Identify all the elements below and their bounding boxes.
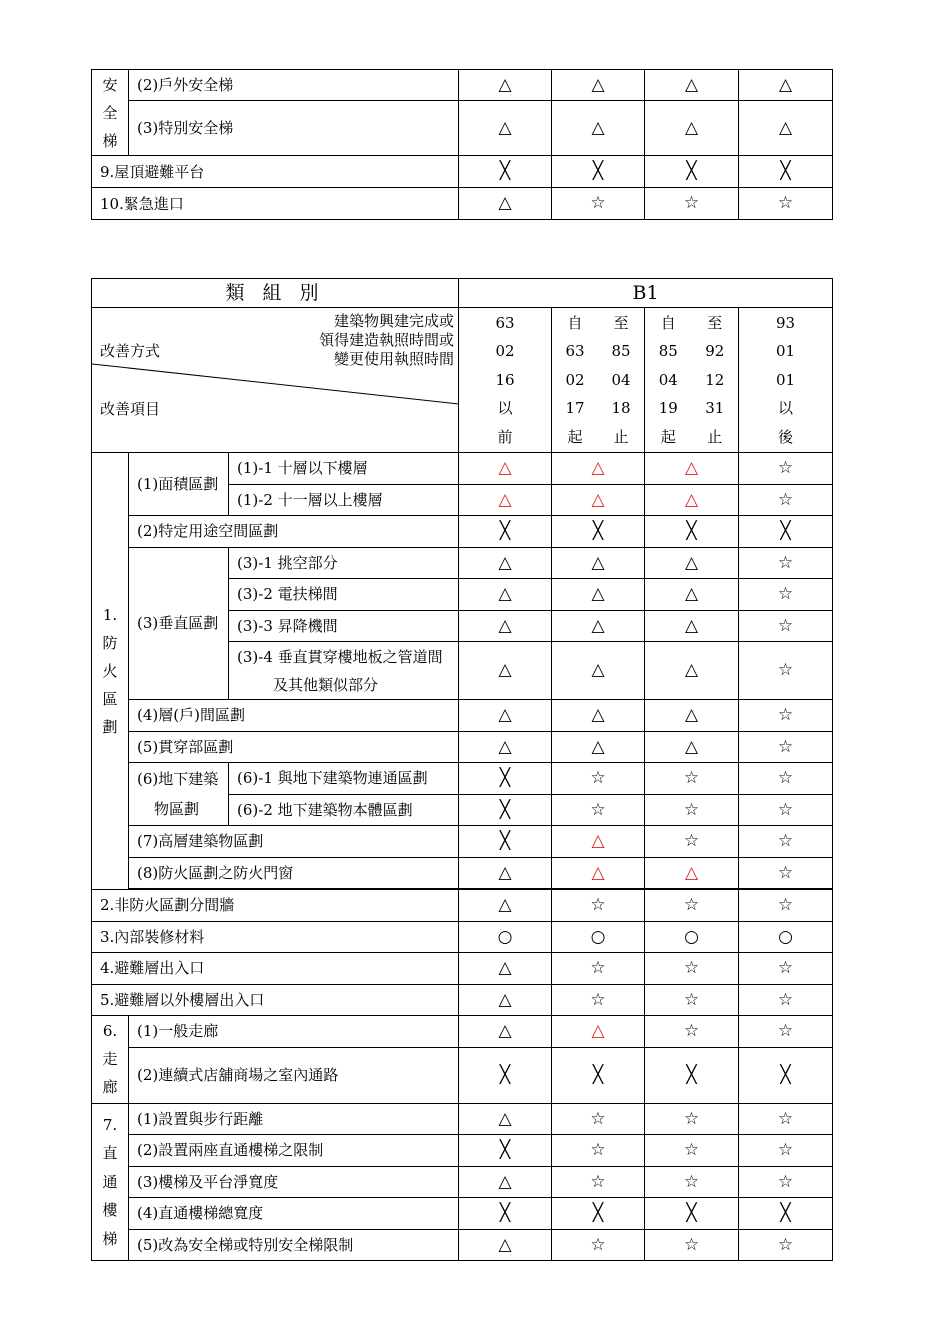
row-label [229, 642, 459, 700]
mark-cell: ☆ [552, 1103, 645, 1135]
row-label: 3.內部裝修材料 [92, 921, 459, 953]
row-label: (5)貫穿部區劃 [129, 731, 459, 763]
vertical-text: 6. 走 廊 [102, 1022, 118, 1097]
table-continuation [91, 69, 833, 220]
mark-cell: △ [459, 1103, 552, 1135]
mark-cell: △ [552, 731, 645, 763]
table-row [92, 731, 833, 763]
mark-cell: △ [552, 700, 645, 732]
mark-cell: ☆ [739, 642, 833, 700]
mark-cell: △ [645, 484, 739, 516]
date-line: 後 [778, 427, 794, 446]
mark-cell: △ [459, 984, 552, 1016]
table-row [92, 700, 833, 732]
mark-cell: ☆ [645, 826, 739, 858]
mark-cell: ╳ [552, 156, 645, 188]
row-label: (3)樓梯及平台淨寬度 [129, 1166, 459, 1198]
category-header-value: B1 [459, 279, 833, 308]
mark-cell: ╳ [459, 763, 552, 795]
mark-cell: ☆ [552, 984, 645, 1016]
mark-cell: ○ [552, 921, 645, 953]
table-row [92, 547, 833, 579]
date-part: 至 [613, 313, 629, 332]
mark-cell: ☆ [645, 890, 739, 922]
date-part: 18 [611, 399, 631, 418]
date-col-850419-921231 [645, 308, 739, 453]
date-part: 自 [567, 313, 583, 332]
mark-cell: ☆ [645, 984, 739, 1016]
mark-cell: ○ [739, 921, 833, 953]
mark-cell: △ [459, 953, 552, 985]
date-line: 93 [775, 313, 796, 332]
date-part: 19 [658, 399, 678, 418]
mark-cell: ☆ [645, 1229, 739, 1261]
mark-cell: ╳ [645, 156, 739, 188]
vertical-text: 1. 防 火 區 劃 [102, 606, 118, 736]
row-label: (3)特別安全梯 [129, 101, 459, 156]
row-label: (1)設置與步行距離 [129, 1103, 459, 1135]
date-part: 04 [611, 370, 631, 389]
mark-cell: △ [552, 642, 645, 700]
date-line: 01 [775, 342, 796, 361]
diag-time-line: 領得建造執照時間或 [319, 331, 455, 349]
mark-cell: △ [645, 731, 739, 763]
date-part: 85 [611, 342, 631, 361]
mark-cell: △ [459, 1016, 552, 1048]
table-row [92, 1229, 833, 1261]
table-row [92, 516, 833, 548]
date-line: 01 [775, 370, 796, 389]
row-label: (1)面積區劃 [129, 453, 229, 516]
diag-time-line: 變更使用執照時間 [334, 350, 455, 368]
mark-cell: ╳ [739, 516, 833, 548]
date-part: 起 [567, 427, 583, 446]
mark-cell: △ [645, 610, 739, 642]
row-label: (2)戶外安全梯 [129, 70, 459, 101]
row-label: 4.避難層出入口 [92, 953, 459, 985]
mark-cell: △ [459, 484, 552, 516]
mark-cell: △ [552, 579, 645, 611]
mark-cell: ╳ [552, 1047, 645, 1103]
mark-cell: △ [645, 453, 739, 485]
diag-time-label [319, 312, 454, 369]
row-label: (2)連續式店舖商場之室內通路 [129, 1047, 459, 1103]
mark-cell: ╳ [739, 1047, 833, 1103]
mark-cell: △ [552, 610, 645, 642]
mark-cell: △ [552, 101, 645, 156]
mark-cell: ☆ [552, 763, 645, 795]
date-part: 04 [658, 370, 678, 389]
table-row [92, 453, 833, 485]
mark-cell: △ [459, 857, 552, 889]
row-label [129, 763, 229, 826]
mark-cell: ☆ [645, 1016, 739, 1048]
date-line: 以 [497, 399, 513, 418]
mark-cell: ☆ [739, 188, 833, 220]
row-label: 2.非防火區劃分間牆 [92, 890, 459, 922]
mark-cell: ○ [645, 921, 739, 953]
mark-cell: △ [645, 70, 739, 101]
mark-cell: ╳ [459, 826, 552, 858]
mark-cell: ╳ [459, 1135, 552, 1167]
date-line: 63 [495, 313, 515, 332]
mark-cell: △ [739, 70, 833, 101]
group-label-direct-stairs [92, 1103, 129, 1261]
mark-cell: ╳ [645, 516, 739, 548]
date-part: 止 [707, 427, 723, 446]
vertical-text: 7. 直 通 樓 梯 [102, 1115, 118, 1248]
row-label: (3)垂直區劃 [129, 547, 229, 700]
mark-cell: ☆ [552, 1166, 645, 1198]
group-label-fire-compartment [92, 453, 129, 890]
row-label: (4)層(戶)間區劃 [129, 700, 459, 732]
mark-cell: △ [645, 642, 739, 700]
mark-cell: △ [459, 188, 552, 220]
mark-cell: △ [459, 731, 552, 763]
row-label: (4)直通樓梯總寬度 [129, 1198, 459, 1230]
mark-cell: △ [459, 70, 552, 101]
table-row [92, 1047, 833, 1103]
mark-cell: ╳ [645, 1047, 739, 1103]
mark-cell: ☆ [739, 826, 833, 858]
category-header-label: 類 組 別 [92, 279, 459, 308]
mark-cell: △ [552, 70, 645, 101]
mark-cell: ╳ [645, 1198, 739, 1230]
diagonal-header-cell [92, 308, 459, 453]
mark-cell: ☆ [739, 1166, 833, 1198]
vertical-text: 安 全 梯 [102, 75, 118, 150]
date-line: 以 [778, 399, 794, 418]
row-label: 5.避難層以外樓層出入口 [92, 984, 459, 1016]
mark-cell: ☆ [739, 1103, 833, 1135]
row-label: (1)-2 十一層以上樓層 [229, 484, 459, 516]
row-label: (8)防火區劃之防火門窗 [129, 857, 459, 889]
date-col-630217-850418 [552, 308, 645, 453]
mark-cell: ╳ [552, 1198, 645, 1230]
row-label: (2)設置兩座直通樓梯之限制 [129, 1135, 459, 1167]
mark-cell: △ [645, 857, 739, 889]
table-row [92, 953, 833, 985]
table-row [92, 826, 833, 858]
mark-cell: △ [459, 890, 552, 922]
mark-cell: ☆ [645, 763, 739, 795]
mark-cell: △ [459, 610, 552, 642]
date-col-after-930101 [739, 308, 833, 453]
mark-cell: △ [552, 453, 645, 485]
diag-item-label: 改善項目 [100, 400, 161, 418]
mark-cell: ☆ [739, 700, 833, 732]
mark-cell: △ [645, 547, 739, 579]
table-row [92, 763, 833, 795]
mark-cell: ☆ [739, 1135, 833, 1167]
mark-cell: △ [552, 547, 645, 579]
mark-cell: △ [459, 547, 552, 579]
mark-cell: ☆ [552, 953, 645, 985]
mark-cell: △ [552, 484, 645, 516]
table-row [92, 1166, 833, 1198]
mark-cell: ☆ [739, 763, 833, 795]
mark-cell: ☆ [739, 484, 833, 516]
mark-cell: ╳ [459, 156, 552, 188]
mark-cell: ╳ [459, 1198, 552, 1230]
mark-cell: △ [459, 700, 552, 732]
mark-cell: △ [739, 101, 833, 156]
row-label: (3)-3 昇降機間 [229, 610, 459, 642]
date-part: 止 [613, 427, 629, 446]
safety-stair-group-label [92, 70, 129, 156]
mark-cell: ○ [459, 921, 552, 953]
mark-cell: ☆ [552, 794, 645, 826]
mark-cell: ☆ [739, 984, 833, 1016]
mark-cell: ☆ [645, 1135, 739, 1167]
row-label: (1)-1 十層以下樓層 [229, 453, 459, 485]
table-row [92, 857, 833, 889]
mark-cell: △ [552, 857, 645, 889]
mark-cell: ╳ [739, 156, 833, 188]
mark-cell: ☆ [552, 890, 645, 922]
date-part: 63 [565, 342, 585, 361]
date-part: 自 [660, 313, 676, 332]
mark-cell: ╳ [739, 1198, 833, 1230]
mark-cell: △ [459, 101, 552, 156]
date-part: 31 [705, 399, 725, 418]
mark-cell: △ [552, 1016, 645, 1048]
mark-cell: ☆ [645, 188, 739, 220]
date-line: 16 [495, 370, 515, 389]
mark-cell: ☆ [552, 188, 645, 220]
mark-cell: ☆ [739, 1229, 833, 1261]
row-label-line: (3)-4 垂直貫穿樓地板之管道間 [237, 647, 443, 666]
table-row [92, 984, 833, 1016]
mark-cell: ☆ [645, 1166, 739, 1198]
mark-cell: ☆ [739, 857, 833, 889]
row-label: (3)-2 電扶梯間 [229, 579, 459, 611]
mark-cell: △ [552, 826, 645, 858]
mark-cell: ╳ [552, 516, 645, 548]
mark-cell: △ [645, 579, 739, 611]
date-part: 17 [565, 399, 585, 418]
mark-cell: ☆ [739, 890, 833, 922]
mark-cell: ☆ [645, 953, 739, 985]
row-label: (1)一般走廊 [129, 1016, 459, 1048]
group-label-corridor [92, 1016, 129, 1104]
diag-time-line: 建築物興建完成或 [334, 312, 455, 330]
mark-cell: ☆ [739, 1016, 833, 1048]
date-col-before-630216 [459, 308, 552, 453]
mark-cell: △ [645, 101, 739, 156]
row-label-line: (6)地下建築 [137, 770, 219, 788]
date-line: 02 [495, 342, 515, 361]
mark-cell: ☆ [739, 610, 833, 642]
mark-cell: ☆ [552, 1229, 645, 1261]
improvement-table-b1 [91, 278, 833, 1261]
mark-cell: ☆ [739, 953, 833, 985]
mark-cell: ☆ [739, 547, 833, 579]
row-label: (5)改為安全梯或特別安全梯限制 [129, 1229, 459, 1261]
row-label-line: 及其他類似部分 [273, 675, 379, 694]
mark-cell: △ [459, 1229, 552, 1261]
row-label: 10.緊急進口 [92, 188, 459, 220]
date-part: 12 [705, 370, 725, 389]
mark-cell: △ [459, 1166, 552, 1198]
row-label: 9.屋頂避難平台 [92, 156, 459, 188]
mark-cell: △ [645, 700, 739, 732]
date-part: 至 [707, 313, 723, 332]
table-row [92, 1103, 833, 1135]
row-label: (3)-1 挑空部分 [229, 547, 459, 579]
mark-cell: ☆ [739, 731, 833, 763]
table-row [92, 890, 833, 922]
date-line: 前 [497, 427, 513, 446]
row-label: (6)-1 與地下建築物連通區劃 [229, 763, 459, 795]
mark-cell: ☆ [739, 794, 833, 826]
mark-cell: △ [459, 453, 552, 485]
mark-cell: ☆ [645, 794, 739, 826]
mark-cell: ╳ [459, 794, 552, 826]
row-label-line: 物區劃 [154, 800, 200, 818]
mark-cell: ☆ [552, 1135, 645, 1167]
mark-cell: ☆ [739, 579, 833, 611]
mark-cell: ╳ [459, 516, 552, 548]
mark-cell: ╳ [459, 1047, 552, 1103]
table-row [92, 1016, 833, 1048]
date-part: 起 [660, 427, 676, 446]
date-part: 92 [705, 342, 725, 361]
table-row [92, 921, 833, 953]
mark-cell: △ [459, 579, 552, 611]
mark-cell: ☆ [645, 1103, 739, 1135]
row-label: (6)-2 地下建築物本體區劃 [229, 794, 459, 826]
diag-method-label: 改善方式 [100, 342, 161, 360]
table-row [92, 1198, 833, 1230]
row-label: (2)特定用途空間區劃 [129, 516, 459, 548]
table-row [92, 1135, 833, 1167]
mark-cell: ☆ [739, 453, 833, 485]
date-part: 85 [658, 342, 678, 361]
date-part: 02 [565, 370, 585, 389]
mark-cell: △ [459, 642, 552, 700]
row-label: (7)高層建築物區劃 [129, 826, 459, 858]
